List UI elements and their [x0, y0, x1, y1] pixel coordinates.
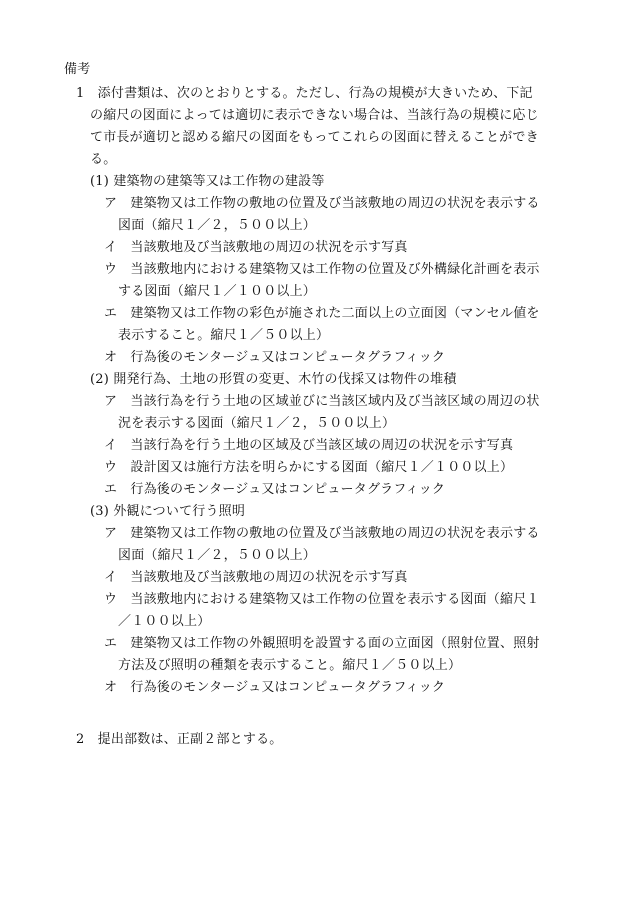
- item-2-line-1: 2 提出部数は、正副２部とする。: [76, 732, 283, 747]
- s3-o-line-1: オ 行為後のモンタージュ又はコンピュータグラフィック: [104, 680, 446, 695]
- heading-biko: 備考: [64, 62, 91, 77]
- s2-u-line-1: ウ 設計図又は施行方法を明らかにする図面（縮尺１／１００以上）: [104, 460, 514, 475]
- s3-u-line-2: ／１００以上）: [118, 614, 211, 629]
- s2-e-line-1: エ 行為後のモンタージュ又はコンピュータグラフィック: [104, 482, 446, 497]
- s3-a-line-2: 図面（縮尺１／２，５００以上）: [118, 548, 317, 563]
- s1-u-line-1: ウ 当該敷地内における建築物又は工作物の位置及び外構緑化計画を表示: [104, 262, 540, 277]
- s3-a-line-1: ア 建築物又は工作物の敷地の位置及び当該敷地の周辺の状況を表示する: [104, 526, 540, 541]
- subsection-2-heading: (2) 開発行為、土地の形質の変更、木竹の伐採又は物件の堆積: [90, 372, 457, 387]
- subsection-1-heading: (1) 建築物の建築等又は工作物の建設等: [90, 174, 325, 189]
- s2-a-line-1: ア 当該行為を行う土地の区域並びに当該区域内及び当該区域の周辺の状: [104, 394, 540, 409]
- s1-a-line-2: 図面（縮尺１／２，５００以上）: [118, 218, 317, 233]
- item-1-line-2: の縮尺の図面によっては適切に表示できない場合は、当該行為の規模に応じ: [90, 108, 539, 123]
- s3-u-line-1: ウ 当該敷地内における建築物又は工作物の位置を表示する図面（縮尺１: [104, 592, 540, 607]
- s3-e-line-1: エ 建築物又は工作物の外観照明を設置する面の立面図（照射位置、照射: [104, 636, 540, 651]
- s2-a-line-2: 況を表示する図面（縮尺１／２，５００以上）: [118, 416, 396, 431]
- s3-e-line-2: 方法及び照明の種類を表示すること。縮尺１／５０以上）: [118, 658, 462, 673]
- s1-i-line-1: イ 当該敷地及び当該敷地の周辺の状況を示す写真: [104, 240, 408, 255]
- item-1-line-4: る。: [90, 152, 117, 167]
- subsection-3-heading: (3) 外観について行う照明: [90, 504, 246, 519]
- s2-i-line-1: イ 当該行為を行う土地の区域及び当該区域の周辺の状況を示す写真: [104, 438, 514, 453]
- s1-e-line-2: 表示すること。縮尺１／５０以上）: [118, 328, 330, 343]
- item-1-line-1: 1 添付書類は、次のとおりとする。ただし、行為の規模が大きいため、下記: [76, 86, 533, 101]
- s3-i-line-1: イ 当該敷地及び当該敷地の周辺の状況を示す写真: [104, 570, 408, 585]
- s1-a-line-1: ア 建築物又は工作物の敷地の位置及び当該敷地の周辺の状況を表示する: [104, 196, 540, 211]
- s1-u-line-2: する図面（縮尺１／１００以上）: [118, 284, 317, 299]
- s1-o-line-1: オ 行為後のモンタージュ又はコンピュータグラフィック: [104, 350, 446, 365]
- item-1-line-3: て市長が適切と認める縮尺の図面をもってこれらの図面に替えることができ: [90, 130, 539, 145]
- s1-e-line-1: エ 建築物又は工作物の彩色が施された二面以上の立面図（マンセル値を: [104, 306, 540, 321]
